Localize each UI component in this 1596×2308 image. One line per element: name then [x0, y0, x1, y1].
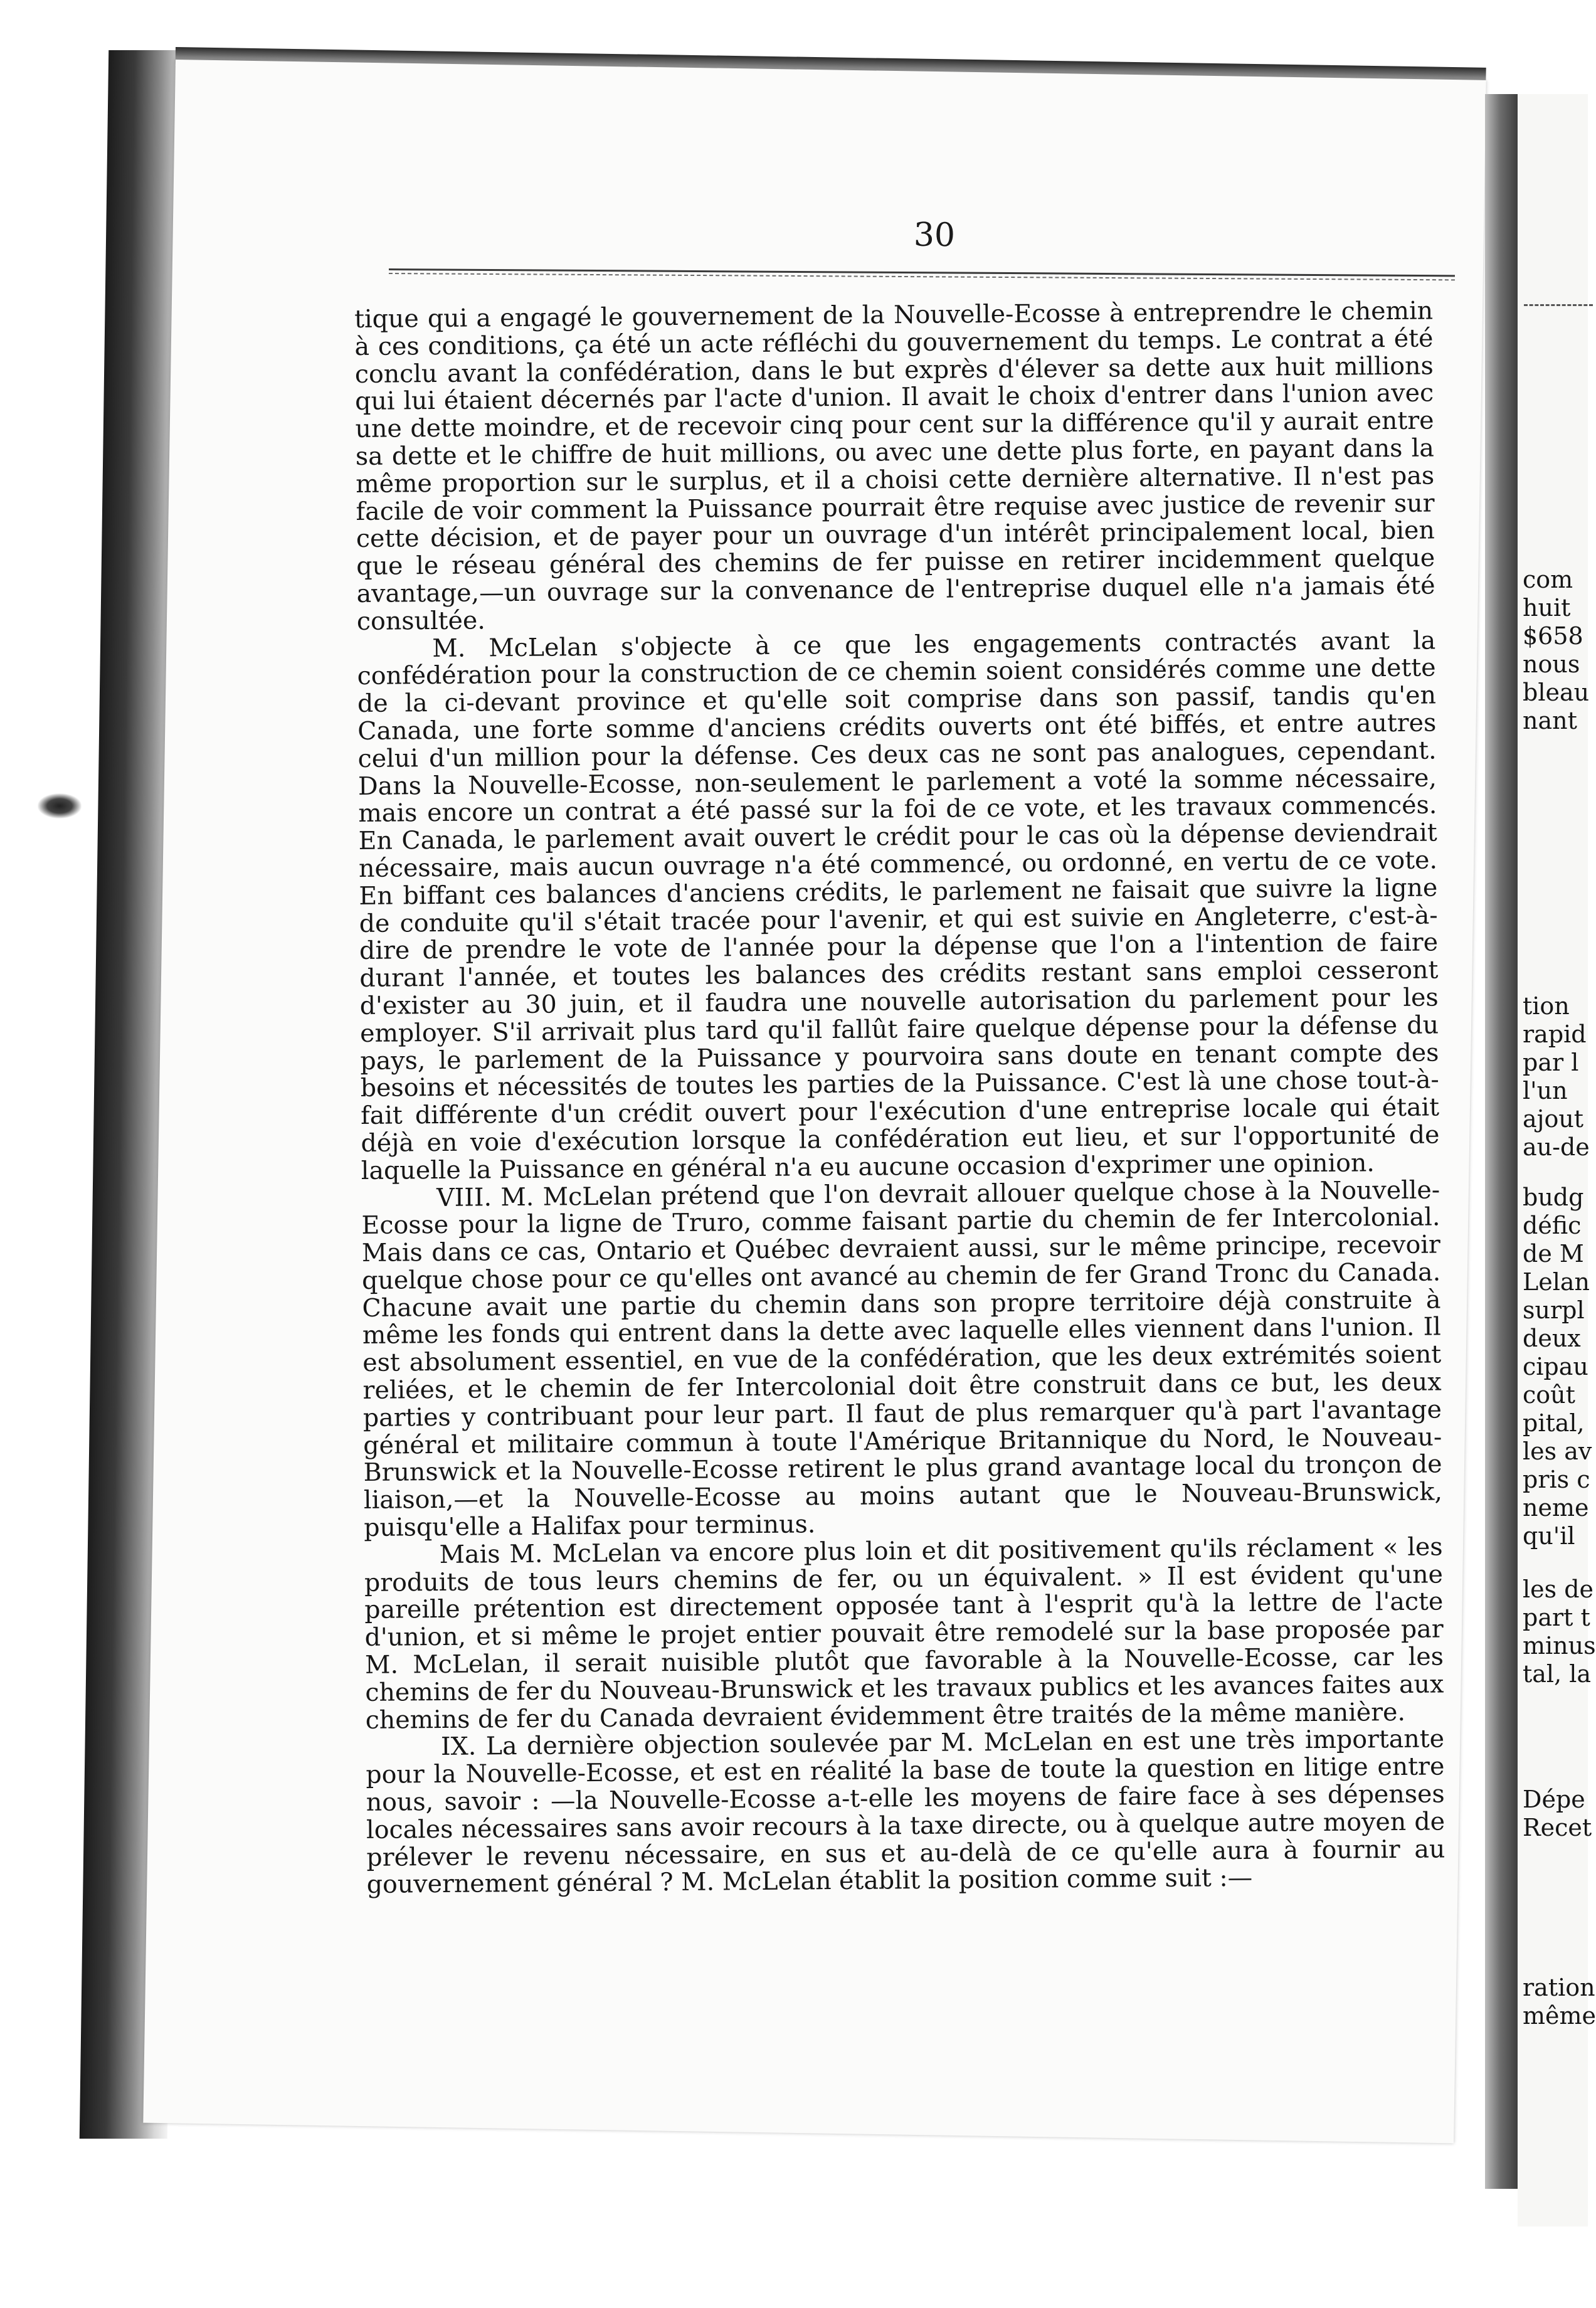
adjacent-fragment: huit: [1523, 594, 1571, 622]
adjacent-fragment: part t: [1523, 1604, 1590, 1631]
adjacent-fragment: deux: [1523, 1325, 1581, 1352]
paragraph: Mais M. McLelan va encore plus loin et dit positivement qu'ils réclament « les produits de tous leurs chemins de fer, ou un équivalent. » Il est évident qu'une pareille prétention est directement opposée tant à l'esprit qu'à la lettre de l'acte d'union, et si même le projet entier pouvait être remodelé sur la base proposée par M. McLelan, il serait nuisible plutôt que favorable à la Nouvelle-Ecosse, car les chemins de fer du Nouveau-Brunswick et les travaux publics et les avances faites aux chemins de fer du Canada devraient évidemment être traités de la même manière.: [364, 1532, 1444, 1735]
adjacent-fragment: qu'il: [1523, 1522, 1575, 1550]
adjacent-fragment: com: [1523, 566, 1573, 593]
adjacent-fragment: rapid: [1523, 1020, 1587, 1048]
adjacent-page: [1518, 94, 1596, 2226]
body-text: [354, 297, 1446, 1961]
paragraph: tique qui a engagé le gouvernement de la Nouvelle-Ecosse à entreprendre le chemin à ces conditions, ça été un acte réfléchi du gouvernement du temps. Le contrat a été conclu avant la confédération, dans le but exprès d'élever sa dette aux huit millions qui lui étaient décernés par l'acte d'union. Il avait le choix d'entrer dans l'union avec une dette moindre, et de recevoir cinq pour cent sur la différence qu'il y aurait entre sa dette et le chiffre de huit millions, ou avec une dette plus forte, en payant dans la même proportion sur le surplus, et il a choisi cette dernière alternative. Il n'est pas facile de voir comment la Puissance pourrait être requise avec justice de revenir sur cette décision, et de payer pour un ouvrage d'un intérêt principalement local, bien que le réseau général des chemins de fer puisse en retirer incidemment quelque avantage,—un ouvrage sur la convenance de l'entreprise duquel elle n'a jamais été consultée.: [354, 296, 1435, 636]
adjacent-fragment: ajout: [1523, 1105, 1584, 1133]
adjacent-fragment: neme: [1523, 1494, 1589, 1522]
adjacent-fragment: pital,: [1523, 1409, 1585, 1437]
adjacent-fragment: Dépe: [1523, 1786, 1585, 1813]
ink-smudge: [38, 793, 82, 818]
adjacent-fragment: nant: [1523, 707, 1577, 734]
adjacent-fragment: de M: [1523, 1240, 1584, 1268]
adjacent-fragment: les de: [1523, 1575, 1594, 1603]
adjacent-fragment: coût: [1523, 1381, 1575, 1409]
adjacent-fragment: même: [1523, 2002, 1596, 2030]
adjacent-fragment: les av: [1523, 1437, 1592, 1465]
adjacent-fragment: au-de: [1523, 1133, 1590, 1161]
adjacent-fragment: l'un: [1523, 1077, 1568, 1104]
paragraph: M. McLelan s'objecte à ce que les engagements contractés avant la confédération pour la construction de ce chemin soient considérés comme une dette de la ci-devant province et qu'elle soit comprise dans son passif, tandis qu'en Canada, une forte somme d'anciens crédits ouverts ont été biffés, et entre autres celui d'un million pour la défense. Ces deux cas ne sont pas analogues, cependant. Dans la Nouvelle-Ecosse, non-seulement le parlement a voté la somme nécessaire, mais encore un contrat a été passé sur la foi de ce vote, et les travaux commencés. En Canada, le parlement avait ouvert le crédit pour le cas où la dépense deviendrait nécessaire, mais aucun ouvrage n'a été commencé, ou ordonné, en vertu de ce vote. En biffant ces balances d'anciens crédits, le parlement ne faisait que suivre la ligne de conduite qu'il s'était tracée pour l'avenir, et qui est suivie en Angleterre, c'est-à-dire de prendre le vote de l'année pour la dépense que l'on a l'intention de faire durant l'année, et toutes les balances des crédits restant sans emploi cesseront d'exister au 30 juin, et il faudra une nouvelle autorisation du parlement pour les employer. S'il arrivait plus tard qu'il fallût faire quelque dépense pour la défense du pays, le parlement de la Puissance y pourvoira sans doute en tenant compte des besoins et nécessités de toutes les parties de la Puissance. C'est là une chose tout-à-fait différente d'un crédit ouvert pour l'exécution d'une entreprise locale qui était déjà en voie d'exécution lorsque la confédération eut lieu, et sur l'opportunité de laquelle la Puissance en général n'a eu aucune occasion d'exprimer une opinion.: [357, 626, 1440, 1185]
adjacent-fragment: budg: [1523, 1183, 1584, 1211]
adjacent-fragment: tal, la: [1523, 1660, 1592, 1688]
adjacent-header-rule: [1524, 304, 1593, 310]
adjacent-fragment: par l: [1523, 1049, 1579, 1076]
adjacent-fragment: bleau: [1523, 679, 1590, 706]
adjacent-fragment: nous: [1523, 650, 1580, 678]
adjacent-fragment: pris c: [1523, 1466, 1590, 1493]
adjacent-fragment: $658: [1523, 622, 1583, 650]
adjacent-fragment: Recet: [1523, 1814, 1592, 1841]
paragraph: VIII. M. McLelan prétend que l'on devrait allouer quelque chose à la Nouvelle-Ecosse pour la ligne de Truro, comme faisant partie du chemin de fer Intercolonial. Mais dans ce cas, Ontario et Québec devraient aussi, sur le même principe, recevoir quelque chose pour ce qu'elles ont avancé au chemin de fer Grand Tronc du Canada. Chacune avait une partie du chemin dans son propre territoire déjà construite à même les fonds qui entrent dans la dette avec laquelle elles viennent dans l'union. Il est absolument essentiel, en vue de la confédération, que les deux extrémités soient reliées, et le chemin de fer Intercolonial doit être construit dans ce but, les deux parties y contribuant pour leur part. Il faut de plus remarquer qu'à part l'avantage général et militaire commun à toute l'Amérique Britannique du Nord, le Nouveau-Brunswick et la Nouvelle-Ecosse retirent le plus grand avantage local du tronçon de liaison,—et la Nouvelle-Ecosse au moins autant que le Nouveau-Brunswick, puisqu'elle a Halifax pour terminus.: [361, 1175, 1443, 1543]
paragraph: IX. La dernière objection soulevée par M. McLelan en est une très importante pour la Nouvelle-Ecosse, et est en réalité la base de toute la question en litige entre nous, savoir : —la Nouvelle-Ecosse a-t-elle les moyens de faire face à ses dépenses locales nécessaires sans avoir recours à la taxe directe, ou à quelque autre moyen de prélever le revenu nécessaire, en sus et au-delà de ce qu'elle aura à fournir au gouvernement général ? M. McLelan établit la position comme suit :—: [366, 1724, 1445, 1900]
adjacent-fragment: surpl: [1523, 1296, 1585, 1324]
adjacent-fragment: défic: [1523, 1212, 1582, 1239]
adjacent-fragment: tion: [1523, 992, 1570, 1020]
page-number: 30: [913, 216, 956, 255]
book-gutter: [1485, 94, 1523, 2189]
adjacent-fragment: minus: [1523, 1632, 1596, 1660]
adjacent-fragment: ration: [1523, 1974, 1595, 2001]
adjacent-fragment: Lelan: [1523, 1268, 1590, 1296]
adjacent-fragment: cipau: [1523, 1353, 1588, 1380]
